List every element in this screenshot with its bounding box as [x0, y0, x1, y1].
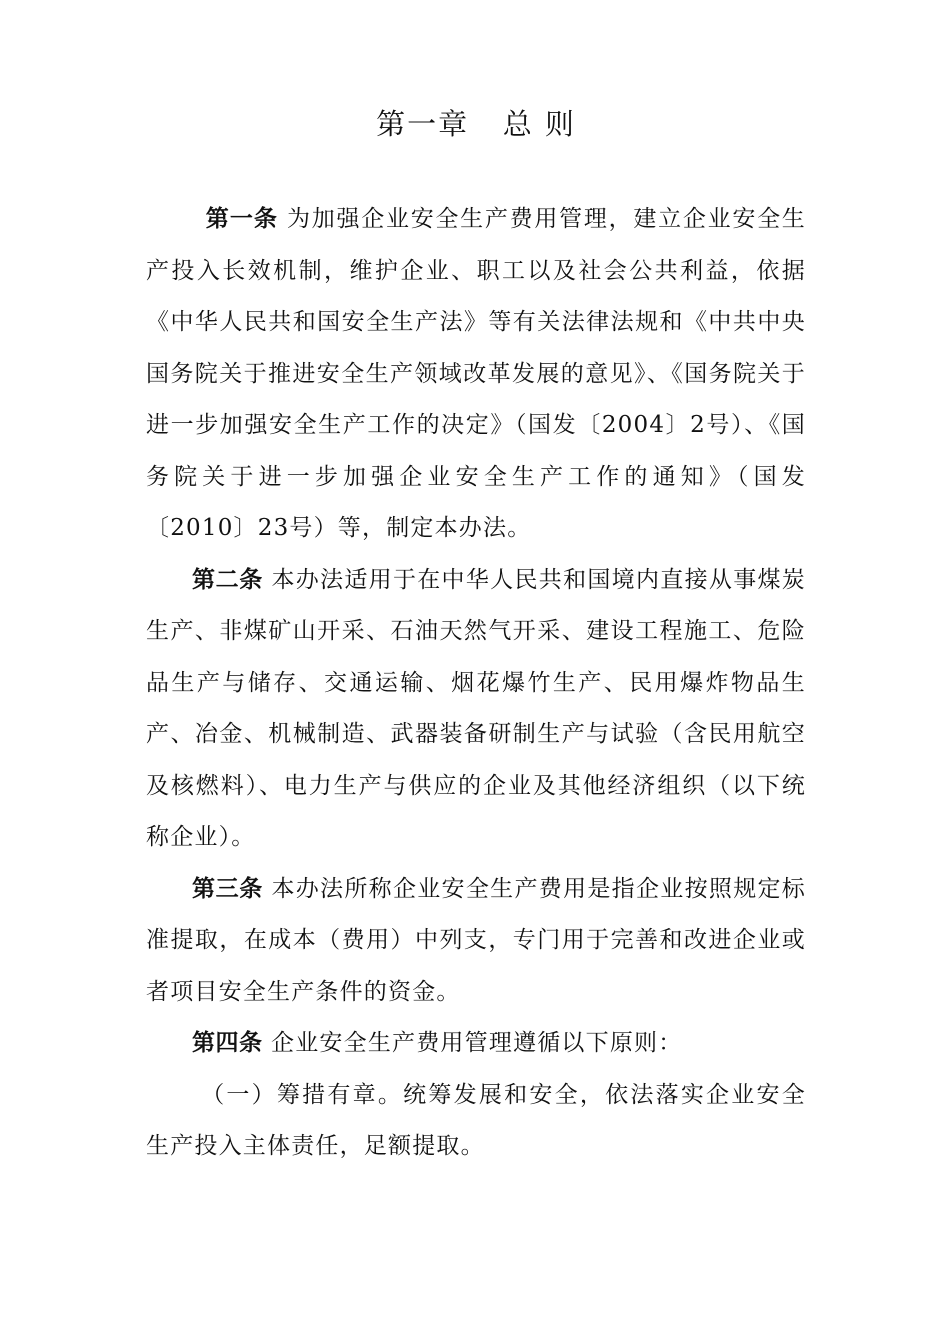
article-4	[146, 1018, 806, 1070]
article-2	[146, 555, 806, 864]
principle-item-1	[146, 1070, 806, 1173]
document-body	[146, 194, 806, 1173]
article-number: 第二条	[192, 566, 263, 593]
article-text: 本办法所称企业安全生产费用是指企业按照规定标准提取，在成本（费用）中列支，专门用于完善和改进企业或者项目安全生产条件的资金。	[146, 875, 807, 1005]
principle-text: （一）筹措有章。统筹发展和安全，依法落实企业安全生产投入主体责任，足额提取。	[146, 1081, 806, 1159]
article-number: 第一条	[205, 206, 278, 232]
article-text: 本办法适用于在中华人民共和国境内直接从事煤炭生产、非煤矿山开采、石油天然气开采、建设工程施工、危险品生产与储存、交通运输、烟花爆竹生产、民用爆炸物品生产、冶金、机械制造、武器装备研制生产与试验（含民用航空及核燃料）、电力生产与供应的企业及其他经济组织（以下统称企业）。	[146, 566, 807, 850]
chapter-title: 第一章 总 则	[376, 107, 576, 141]
article-text: 企业安全生产费用管理遵循以下原则：	[271, 1030, 683, 1056]
article-1	[146, 194, 806, 555]
article-number: 第四条	[192, 1030, 263, 1056]
article-number: 第三条	[192, 875, 263, 902]
article-text: 为加强企业安全生产费用管理，建立企业安全生产投入长效机制，维护企业、职工以及社会公共利益，依据《中华人民共和国安全生产法》等有关法律法规和《中共中央 国务院关于推进安全生产领域改革发展的意见》、《国务院关于进一步加强安全生产工作的决定》（国发〔2004〕2号）、《国务院关于进一步加强企业安全生产工作的通知》（国发〔2010〕23号）等，制定本办法。	[146, 206, 807, 541]
article-3	[146, 864, 806, 1019]
